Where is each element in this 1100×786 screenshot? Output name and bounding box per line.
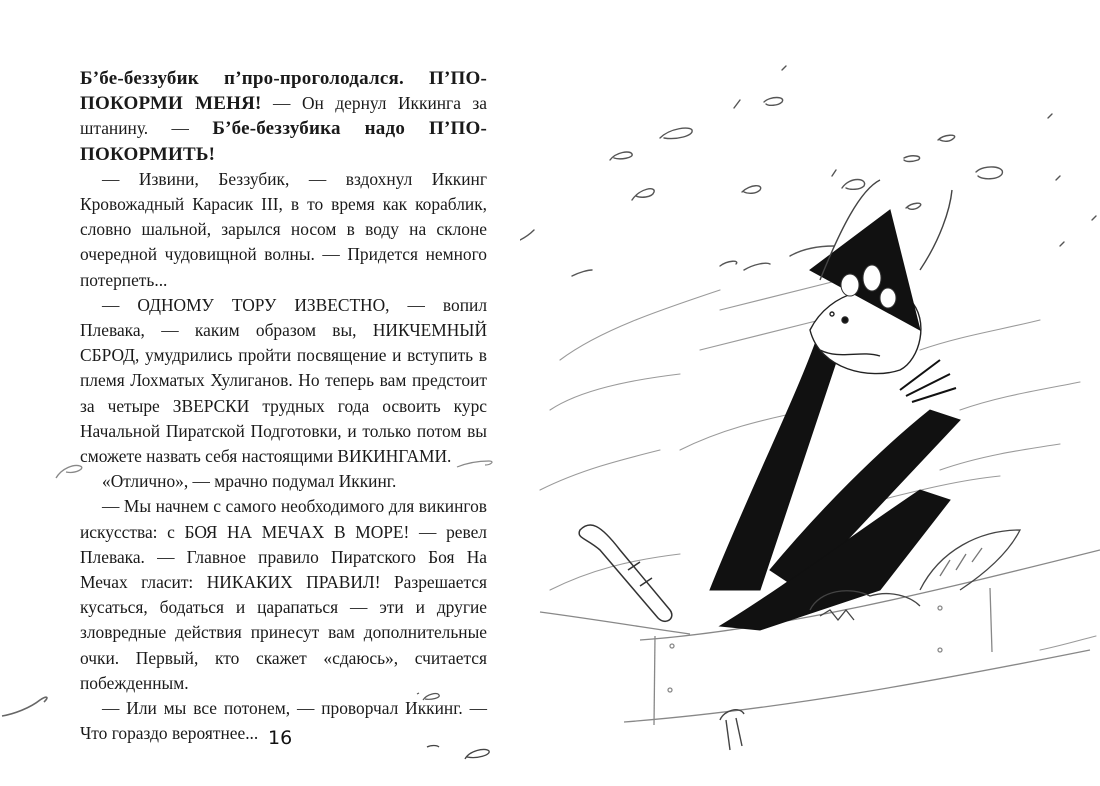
narration-text: — Он дернул Иккинга за штанину. — — [80, 93, 487, 139]
shout-text: Б’бе-беззубика надо П’ПО-ПОКОРМИТЬ! — [80, 118, 488, 165]
viking-hand-icon — [900, 360, 956, 402]
rain-doodle-icon — [0, 690, 60, 720]
rain-doodle-icon — [415, 690, 445, 704]
body-text-column — [80, 66, 487, 746]
rain-doodle-icon — [52, 460, 92, 482]
paragraph-2 — [80, 167, 487, 293]
rain-doodle-icon — [425, 735, 495, 765]
storm-viking-illustration — [520, 30, 1100, 770]
paragraph-text: — Или мы все потонем, — проворчал Иккинг. — Что гораздо вероятнее... — [80, 698, 487, 744]
paragraph-5 — [80, 494, 487, 696]
oar-icon — [579, 525, 672, 621]
paragraph-text: «Отлично», — мрачно подумал Иккинг. — [102, 471, 397, 492]
paragraph-1 — [80, 66, 487, 167]
paragraph-text: — Мы начнем с самого необходимого для викингов искусства: с БОЯ НА МЕЧАХ В МОРЕ! — ревел Плевака. — Главное правило Пиратского Боя На Мечах гласит: НИКАКИХ ПРАВИЛ! Разрешается кусаться, бодаться и царапаться — эти и другие зловредные действия принесут вам дополнительные очки. Первый, кто скажет «сдаюсь», считается побежденным. — [80, 496, 487, 693]
rain-strokes-icon — [520, 66, 1096, 276]
page-number: 16 — [268, 727, 293, 749]
mast-stub-icon — [720, 710, 744, 750]
paragraph-text: — Извини, Беззубик, — вздохнул Иккинг Кровожадный Карасик III, в то время как кораблик, словно шальной, зарылся носом в воду на склоне очередной чудовищной волны. — Придется немного потерпеть... — [80, 168, 487, 290]
rain-doodle-icon — [455, 455, 505, 473]
paragraph-3 — [80, 293, 487, 469]
viking-cloak-icon — [710, 320, 960, 630]
paragraph-4 — [80, 469, 487, 494]
paragraph-text: — ОДНОМУ ТОРУ ИЗВЕСТНО, — вопил Плевака, — каким образом вы, НИКЧЕМНЫЙ СБРОД, умудрились пройти посвящение и вступить в племя Лохматых Хулиганов. Но теперь вам предстоит за четыре ЗВЕРСКИ трудных года освоить курс Начальной Пиратской Подготовки, и только потом вы сможете назвать себя настоящими ВИКИНГАМИ. — [80, 294, 487, 467]
shout-text: Б’бе-беззубик п’про-проголодался. П’ПО-ПОКОРМИ МЕНЯ! — [80, 68, 487, 115]
